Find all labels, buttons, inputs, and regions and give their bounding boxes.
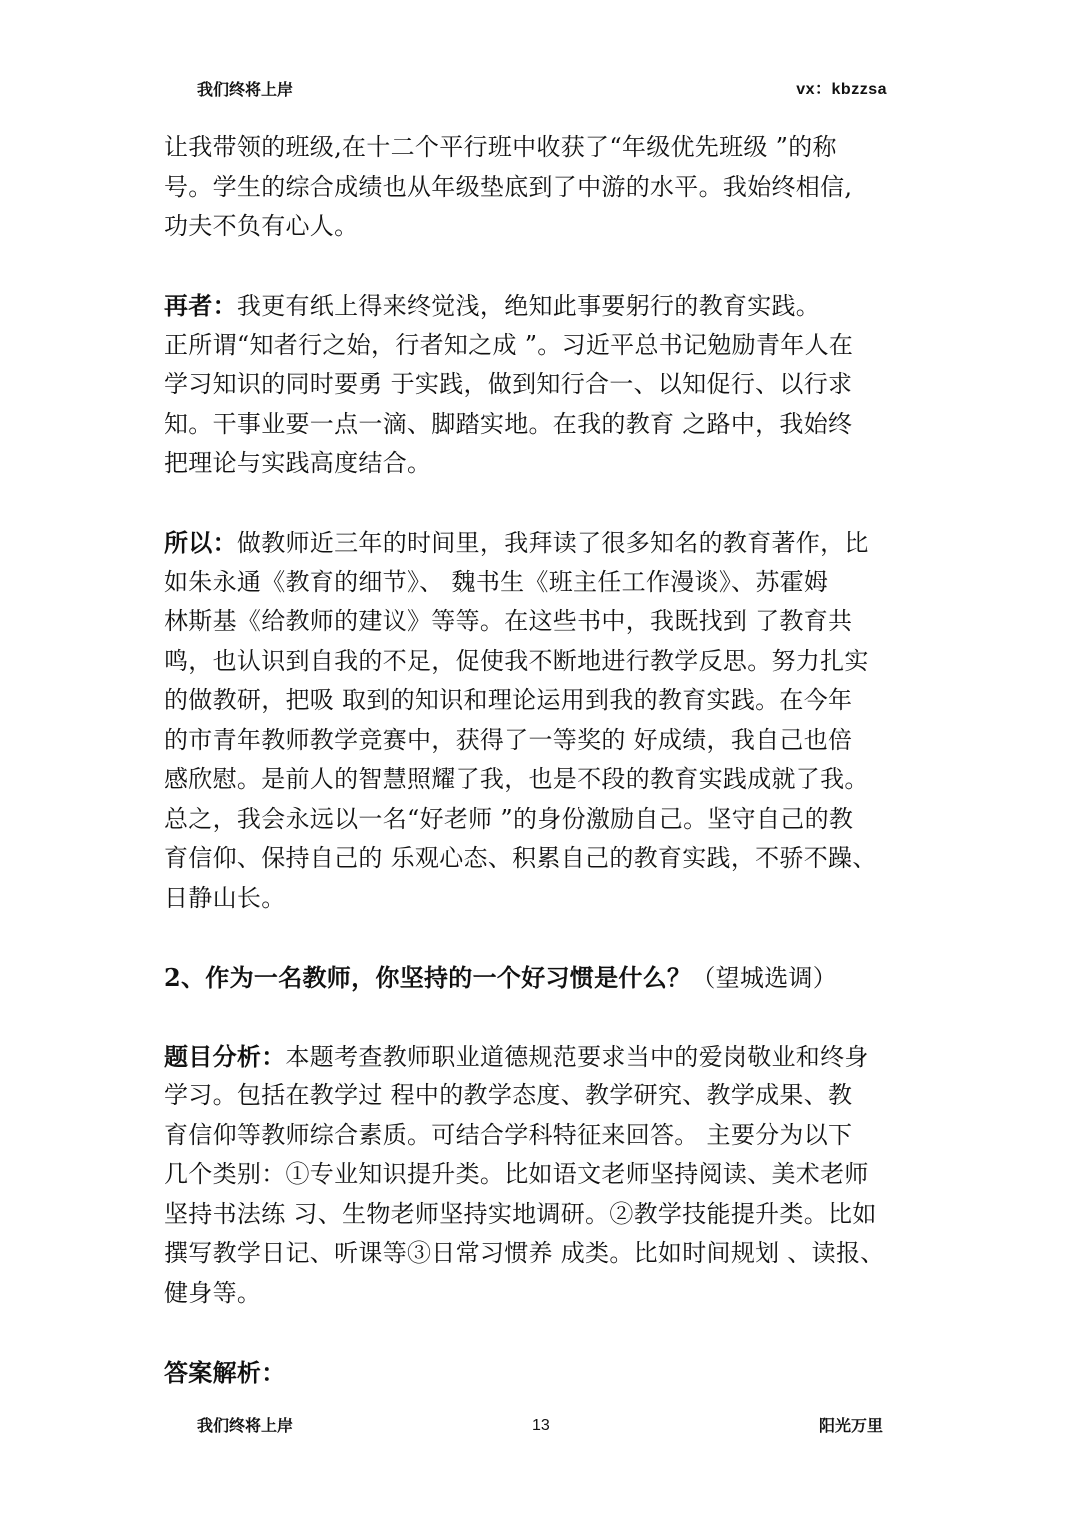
paragraph-text: 做教师近三年的时间里，我拜读了很多知名的教育著作，比 (236, 529, 869, 557)
paragraph-line: 让我带领的班级,在十二个平行班中收获了“年级优先班级 ”的称 (164, 133, 837, 161)
paragraph-line (164, 286, 934, 326)
question-source: （望城选调） (691, 963, 838, 992)
paragraph-line: 功夫不负有心人。 (164, 212, 359, 240)
section-label-zaizhe: 再者： (164, 291, 237, 320)
footer-right-text: 阳光万里 (818, 1416, 883, 1435)
section-label-answer: 答案解析： (164, 1357, 286, 1387)
paragraph-text: 本题考查教师职业道德规范要求当中的爱岗敬业和终身 (285, 1042, 869, 1071)
paragraph-line (164, 1037, 934, 1077)
paragraph-line: 总之，我会永远以一名“好老师 ”的身份激励自己。坚守自己的教 (164, 804, 854, 833)
paragraph-line: 鸣，也认识到自我的不足，促使我不断地进行教学反思。努力扎实 (164, 646, 869, 675)
paragraph-line: 学习知识的同时要勇 于实践，做到知行合一、以知促行、以行求 (164, 370, 853, 398)
paragraph-line: 学习。包括在教学过 程中的教学态度、教学研究、教学成果、教 (164, 1081, 853, 1109)
question-line (164, 958, 934, 998)
paragraph-line: 感欣慰。是前人的智慧照耀了我，也是不段的教育实践成就了我。 (164, 765, 869, 793)
footer-left-text: 我们终将上岸 (197, 1416, 294, 1435)
paragraph-line: 的做教研，把吸 取到的知识和理论运用到我的教育实践。在今年 (164, 686, 853, 714)
paragraph-line: 坚持书法练 习、生物老师坚持实地调研。②教学技能提升类。比如 (164, 1199, 877, 1228)
section-label-suoyi: 所以： (164, 528, 237, 557)
question-title: 2、作为一名教师，你坚持的一个好习惯是什么？ (164, 962, 692, 992)
paragraph-line: 的市青年教师教学竞赛中，获得了一等奖的 好成绩，我自己也倍 (164, 725, 853, 754)
paragraph-line: 健身等。 (164, 1278, 262, 1307)
paragraph-line (164, 523, 934, 563)
paragraph-line: 育信仰等教师综合素质。可结合学科特征来回答。 主要分为以下 (164, 1120, 853, 1149)
paragraph-line: 育信仰、保持自己的 乐观心态、积累自己的教育实践，不骄不躁、 (164, 844, 877, 872)
paragraph-line: 正所谓“知者行之始，行者知之成 ”。习近平总书记勉励青年人在 (164, 330, 854, 359)
paragraph-line: 把理论与实践高度结合。 (164, 449, 432, 477)
paragraph-line: 知。干事业要一点一滴、脚踏实地。在我的教育 之路中，我始终 (164, 409, 853, 438)
document-body (164, 128, 934, 1392)
paragraph-line: 几个类别：①专业知识提升类。比如语文老师坚持阅读、美术老师 (164, 1160, 869, 1188)
paragraph-line: 如朱永通《教育的细节》、 魏书生《班主任工作漫谈》、苏霍姆 (164, 567, 829, 596)
paragraph-line: 林斯基《给教师的建议》等等。在这些书中，我既找到 了教育共 (164, 607, 853, 635)
paragraph-line: 号。学生的综合成绩也从年级垫底到了中游的水平。我始终相信, (164, 172, 853, 201)
page-number: 13 (532, 1417, 550, 1434)
paragraph-line: 日静山长。 (164, 883, 286, 912)
header-right-text: vx：kbzzsa (796, 81, 887, 98)
paragraph-text: 我更有纸上得来终觉浅，绝知此事要躬行的教育实践。 (236, 292, 821, 320)
paragraph-line: 撰写教学日记、听课等③日常习惯养 成类。比如时间规划 、读报、 (164, 1239, 885, 1267)
header-left-text: 我们终将上岸 (197, 80, 294, 99)
section-label-analysis: 题目分析： (164, 1041, 286, 1071)
